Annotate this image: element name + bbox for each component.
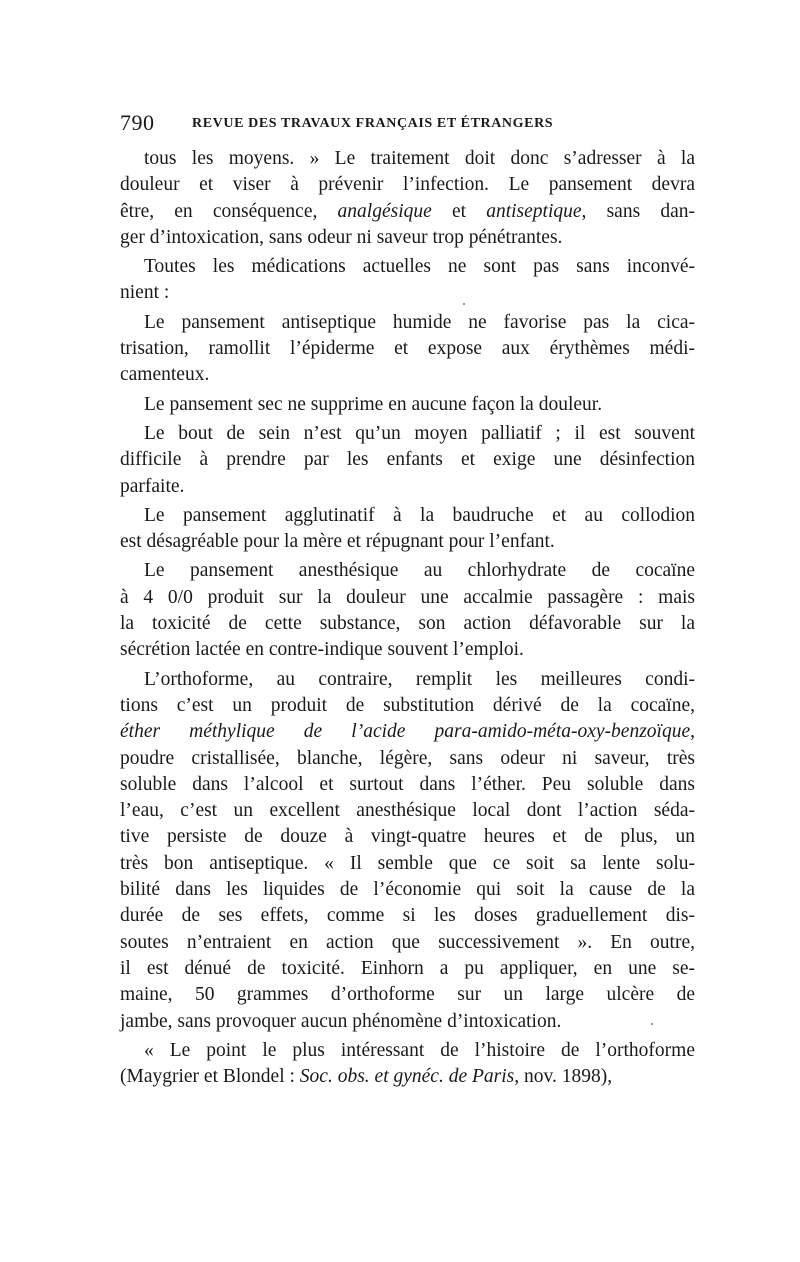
text-run: est désagréable pour la mère et répugnant pour l’enfant. (120, 531, 555, 553)
print-speck (651, 1023, 653, 1025)
paragraph (120, 254, 695, 307)
text-run: l’eau, c’est un excellent anesthésique local dont l’action séda- (120, 800, 695, 822)
text-line (120, 746, 695, 772)
text-line (120, 903, 695, 929)
text-line (120, 254, 695, 280)
text-run: ger d’intoxication, sans odeur ni saveur trop pénétrantes. (120, 226, 563, 248)
text-run: soutes n’entraient en action que successivement ». En outre, (120, 931, 695, 953)
paragraph (120, 667, 695, 1035)
text-line (120, 693, 695, 719)
text-run: et (431, 200, 487, 222)
text-run: soluble dans l’alcool et surtout dans l’éther. Peu soluble dans (120, 773, 695, 795)
paragraph (120, 392, 695, 418)
text-run: parfaite. (120, 475, 185, 497)
text-line (120, 851, 695, 877)
text-line (120, 392, 695, 418)
text-line (120, 772, 695, 798)
text-run: très bon antiseptique. « Il semble que ce soit sa lente solu- (120, 852, 695, 874)
text-line (120, 1038, 695, 1064)
paragraph (120, 310, 695, 389)
text-run: trisation, ramollit l’épiderme et expose aux érythèmes médi- (120, 338, 695, 360)
text-run: tous les moyens. » Le traitement doit donc s’adresser à la (144, 148, 695, 169)
text-run: Le pansement anesthésique au chlorhydrate de cocaïne (144, 560, 695, 582)
text-run: la toxicité de cette substance, son action défavorable sur la (120, 613, 695, 635)
running-title: REVUE DES TRAVAUX FRANÇAIS ET ÉTRANGERS (192, 116, 554, 131)
paragraph (120, 503, 695, 556)
text-line (120, 798, 695, 824)
paragraph (120, 558, 695, 663)
text-line (120, 558, 695, 584)
italic-run: éther méthylique de l’acide para-amido-méta-oxy-benzoïque (120, 721, 691, 743)
text-line (120, 280, 695, 306)
text-run: bilité dans les liquides de l’économie qui soit la cause de la (120, 879, 695, 901)
text-run: , sans dan- (581, 200, 695, 222)
text-line (120, 447, 695, 473)
text-run: L’orthoforme, au contraire, remplit les meilleures condi- (144, 668, 695, 690)
text-line (120, 1064, 695, 1090)
text-run: Le pansement antiseptique humide ne favorise pas la cica- (144, 311, 695, 333)
text-run: jambe, sans provoquer aucun phénomène d’intoxication. (120, 1010, 562, 1032)
text-run: être, en conséquence, (120, 200, 338, 222)
text-line (120, 421, 695, 447)
text-run: Le pansement agglutinatif à la baudruche et au collodion (144, 504, 695, 526)
text-line (120, 982, 695, 1008)
text-line (120, 362, 695, 388)
paragraph (120, 1038, 695, 1091)
page-number: 790 (120, 110, 155, 135)
text-run: il est dénué de toxicité. Einhorn a pu appliquer, en une se- (120, 957, 695, 979)
text-run: à 4 0/0 produit sur la douleur une accalmie passagère : mais (120, 586, 695, 608)
print-speck (463, 303, 465, 305)
text-line (120, 199, 695, 225)
text-line (120, 310, 695, 336)
text-run: nient : (120, 282, 170, 304)
text-line (120, 225, 695, 251)
text-line (120, 1009, 695, 1035)
text-run: , (690, 721, 695, 743)
text-line (120, 719, 695, 745)
running-head (120, 110, 695, 142)
italic-run: Soc. obs. et gynéc. de Paris (299, 1066, 515, 1088)
text-run: Le bout de sein n’est qu’un moyen palliatif ; il est souvent (144, 422, 695, 444)
text-run: difficile à prendre par les enfants et exige une désinfection (120, 449, 695, 471)
text-line (120, 611, 695, 637)
text-run: camenteux. (120, 364, 210, 386)
text-line (120, 172, 695, 198)
text-line (120, 956, 695, 982)
italic-run: antiseptique (486, 200, 582, 222)
text-run: (Maygrier et Blondel : (120, 1066, 300, 1088)
text-line (120, 667, 695, 693)
text-line (120, 877, 695, 903)
text-run: « Le point le plus intéressant de l’histoire de l’orthoforme (144, 1039, 695, 1061)
paragraph (120, 421, 695, 500)
text-run: Le pansement sec ne supprime en aucune façon la douleur. (144, 393, 603, 415)
text-line (120, 474, 695, 500)
body-text (120, 146, 695, 1093)
text-run: tive persiste de douze à vingt-quatre heures et de plus, un (120, 826, 695, 848)
text-line (120, 529, 695, 555)
text-run: durée de ses effets, comme si les doses graduellement dis- (120, 905, 695, 927)
paragraph (120, 146, 695, 251)
text-line (120, 585, 695, 611)
text-line (120, 637, 695, 663)
text-run: Toutes les médications actuelles ne sont pas sans inconvé- (144, 256, 695, 278)
text-run: sécrétion lactée en contre-indique souvent l’emploi. (120, 639, 524, 661)
text-line (120, 824, 695, 850)
text-run: douleur et viser à prévenir l’infection. Le pansement devra (120, 174, 695, 196)
text-line (120, 146, 695, 172)
text-run: maine, 50 grammes d’orthoforme sur un large ulcère de (120, 984, 695, 1006)
text-line (120, 503, 695, 529)
text-run: , nov. 1898), (514, 1066, 613, 1088)
text-line (120, 336, 695, 362)
italic-run: analgésique (337, 200, 432, 222)
text-run: poudre cristallisée, blanche, légère, sans odeur ni saveur, très (120, 747, 695, 769)
text-run: tions c’est un produit de substitution dérivé de la cocaïne, (120, 694, 695, 716)
text-line (120, 930, 695, 956)
